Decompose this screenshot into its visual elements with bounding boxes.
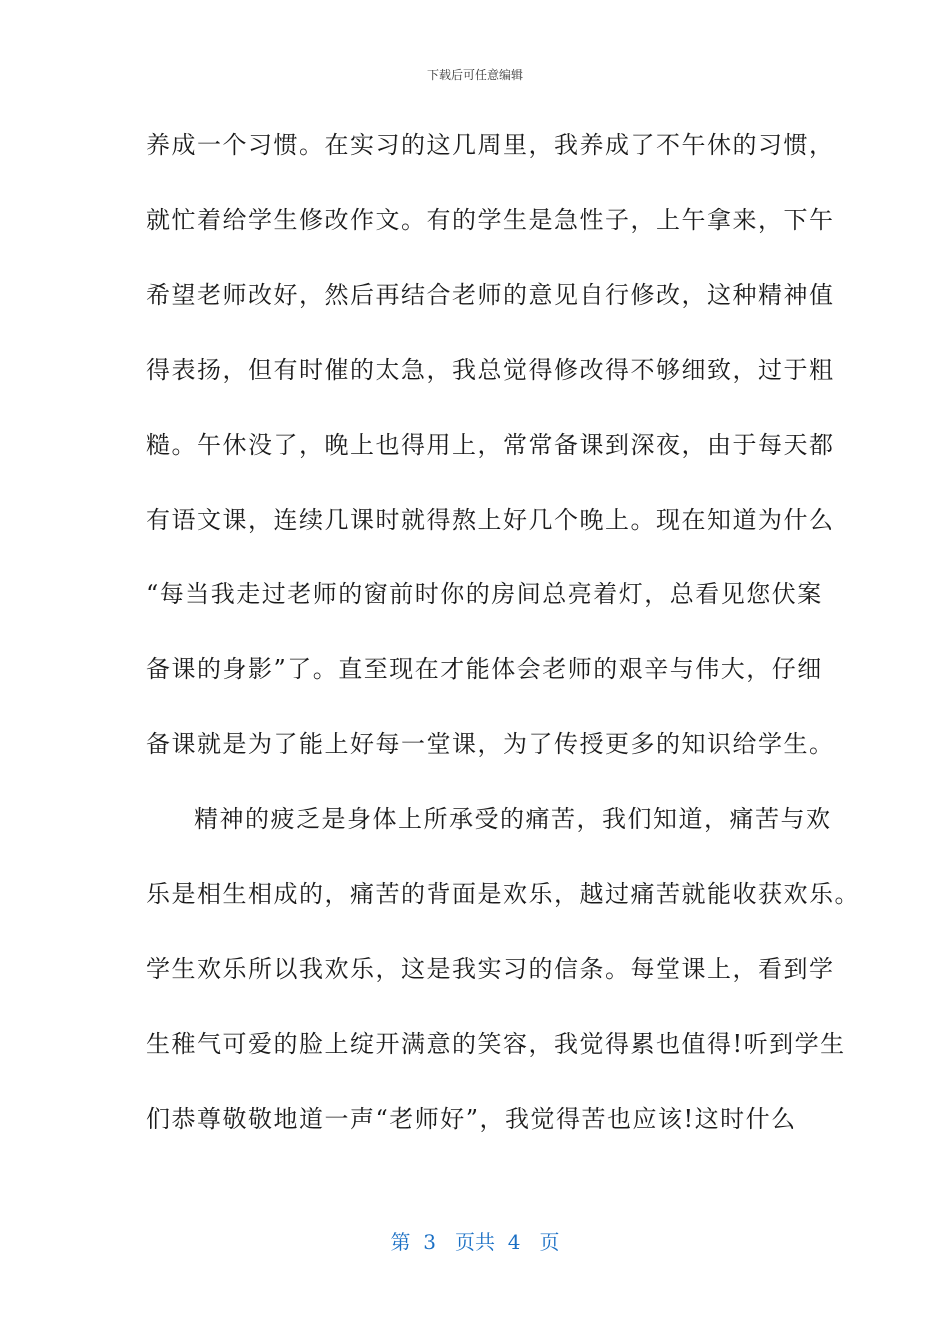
text-line: 养成一个习惯。在实习的这几周里，我养成了不午休的习惯， bbox=[146, 131, 835, 159]
text-line: 糙。午休没了，晚上也得用上，常常备课到深夜，由于每天都 bbox=[146, 431, 835, 459]
text-line: 得表扬，但有时催的太急，我总觉得修改得不够细致，过于粗 bbox=[146, 356, 835, 384]
text-line: 乐是相生相成的，痛苦的背面是欢乐，越过痛苦就能收获欢乐。 bbox=[146, 880, 860, 908]
paragraph-first-line: 精神的疲乏是身体上所承受的痛苦，我们知道，痛苦与欢 bbox=[194, 805, 832, 833]
page-footer: 第 3 页共 4 页 bbox=[390, 1230, 560, 1254]
text-line: “每当我走过老师的窗前时你的房间总亮着灯，总看见您伏案 bbox=[146, 580, 823, 608]
text-line: 有语文课，连续几课时就得熬上好几个晚上。现在知道为什么 bbox=[146, 506, 835, 534]
text-line: 学生欢乐所以我欢乐，这是我实习的信条。每堂课上，看到学 bbox=[146, 955, 835, 983]
text-line: 们恭尊敬敬地道一声“老师好”，我觉得苦也应该!这时什么 bbox=[146, 1105, 797, 1133]
text-line: 希望老师改好，然后再结合老师的意见自行修改，这种精神值 bbox=[146, 281, 835, 309]
text-line: 生稚气可爱的脸上绽开满意的笑容，我觉得累也值得!听到学生 bbox=[146, 1030, 846, 1058]
text-line: 备课就是为了能上好每一堂课，为了传授更多的知识给学生。 bbox=[146, 730, 835, 758]
text-line: 备课的身影”了。直至现在才能体会老师的艰辛与伟大，仔细 bbox=[146, 655, 823, 683]
page-header: 下载后可任意编辑 bbox=[426, 68, 523, 82]
text-line: 就忙着给学生修改作文。有的学生是急性子，上午拿来，下午 bbox=[146, 206, 835, 234]
